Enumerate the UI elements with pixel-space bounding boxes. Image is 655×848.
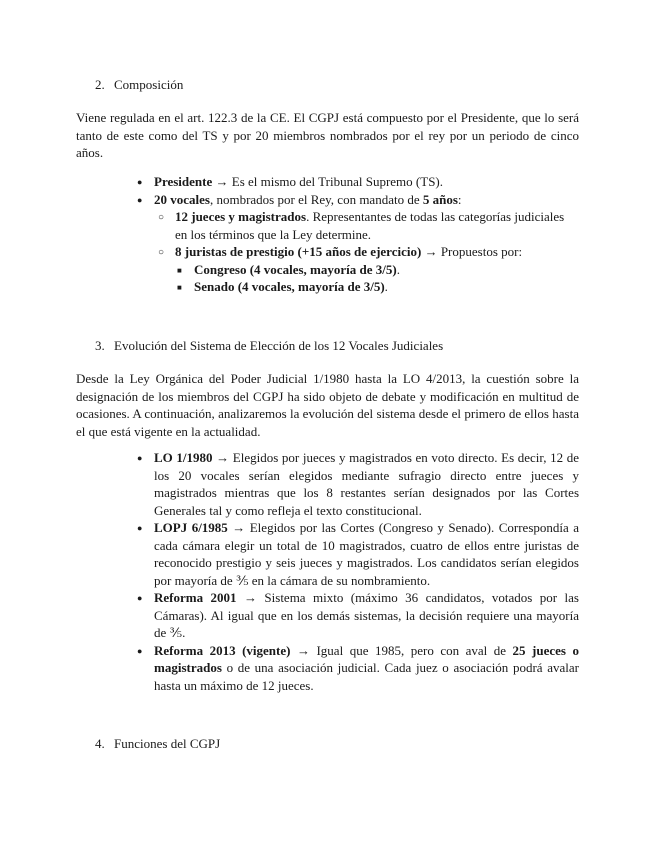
- section-2-heading: [95, 76, 183, 94]
- jueces-text: . Representantes de todas las categorías judiciales en los términos que la Ley determine.: [175, 209, 565, 242]
- list-item-vocales: [137, 191, 579, 209]
- reforma-2013-label: Reforma 2013 (vigente): [154, 642, 291, 658]
- reforma-2001-text: → Sistema mixto (máximo 36 candidatos, votados por las Cámaras). Al igual que en los demás sistemas, la decisión requiere una mayoría de ⅗.: [154, 590, 579, 640]
- bullet-disc: [137, 589, 149, 609]
- section-3-intro: Desde la Ley Orgánica del Poder Judicial 1/1980 hasta la LO 4/2013, la cuestión sobre la designación de los miembros del CGPJ ha sido objeto de debate y modificación en multitud de ocasiones. A continuación, analizaremos la evolución del sistema desde el primero de ellos hasta el que está vigente en la actualidad.: [76, 371, 579, 439]
- senado-end: .: [384, 279, 388, 294]
- lopj1985-label: LOPJ 6/1985: [154, 520, 228, 535]
- section-2-intro: Viene regulada en el art. 122.3 de la CE. El CGPJ está compuesto por el Presidente, que lo será tanto de este como del TS y por 20 miembros nombrados por el rey por un periodo de cinco años.: [76, 110, 579, 160]
- list-item-reforma-2001: [137, 589, 579, 642]
- evolution-list: [137, 449, 579, 694]
- list-item-reforma-2013: [137, 642, 579, 695]
- bullet-circle: [158, 208, 170, 228]
- reforma-2001-label: Reforma 2001: [154, 590, 237, 605]
- vocales-text: , nombrados por el Rey, con mandato de: [209, 191, 423, 207]
- reforma-2013-text: → Igual que 1985, pero con aval de: [290, 642, 513, 658]
- section-2-number: 2.: [95, 77, 105, 92]
- list-item-jueces: [137, 208, 579, 243]
- section-4-number: 4.: [95, 736, 105, 751]
- juristas-label: 8 juristas de prestigio (+15 años de ejercicio): [175, 244, 422, 259]
- composition-list: [137, 173, 579, 296]
- juristas-text: → Propuestos por:: [421, 244, 523, 259]
- list-item-juristas: [137, 243, 579, 261]
- reforma-2013-end: o de una asociación judicial. Cada juez o asociación podrá avalar hasta un máximo de 12 jueces.: [154, 660, 579, 693]
- congreso-end: .: [396, 261, 400, 277]
- presidente-text: → Es el mismo del Tribunal Supremo (TS).: [212, 174, 443, 189]
- section-3-number: 3.: [95, 338, 105, 353]
- bullet-square: [177, 278, 189, 298]
- congreso-label: Congreso (4 vocales, mayoría de 3/5): [194, 261, 397, 277]
- presidente-label: Presidente: [154, 174, 213, 189]
- list-item-lopj1985: [137, 519, 579, 589]
- lo1980-label: LO 1/1980: [154, 450, 213, 465]
- section-4-title: Funciones del CGPJ: [114, 736, 221, 751]
- list-item-senado: [137, 278, 579, 296]
- vocales-mandate: 5 años: [422, 191, 458, 207]
- bullet-disc: [137, 642, 149, 662]
- vocales-label: 20 vocales: [154, 191, 210, 207]
- list-item-lo1980: [137, 449, 579, 519]
- lopj1985-text: → Elegidos por las Cortes (Congreso y Senado). Correspondía a cada cámara elegir un total de 10 magistrados, cuatro de ellos entre juristas de reconocido prestigio y seis jueces y magistrados. Los candidatos serían elegidos por mayoría de ⅗ en la cámara de su nombramiento.: [154, 520, 579, 588]
- section-2-title: Composición: [114, 77, 184, 92]
- section-4-heading: [95, 735, 220, 753]
- list-item-presidente: [137, 173, 579, 191]
- section-3-title: Evolución del Sistema de Elección de los 12 Vocales Judiciales: [114, 338, 444, 353]
- vocales-end: :: [457, 191, 462, 207]
- lo1980-text: → Elegidos por jueces y magistrados en voto directo. Es decir, 12 de los 20 vocales serían elegidos mediante sufragio directo entre jueces y magistrados mientras que los 8 restantes serían designados por las Cortes Generales tal y como refleja el texto constitucional.: [154, 450, 579, 518]
- reforma-2013-aval: 25 jueces o magistrados: [154, 642, 579, 675]
- senado-label: Senado (4 vocales, mayoría de 3/5): [194, 279, 385, 294]
- section-3-heading: [95, 337, 443, 355]
- bullet-disc: [137, 449, 149, 469]
- jueces-label: 12 jueces y magistrados: [175, 209, 307, 224]
- list-item-congreso: [137, 261, 579, 279]
- bullet-disc: [137, 519, 149, 539]
